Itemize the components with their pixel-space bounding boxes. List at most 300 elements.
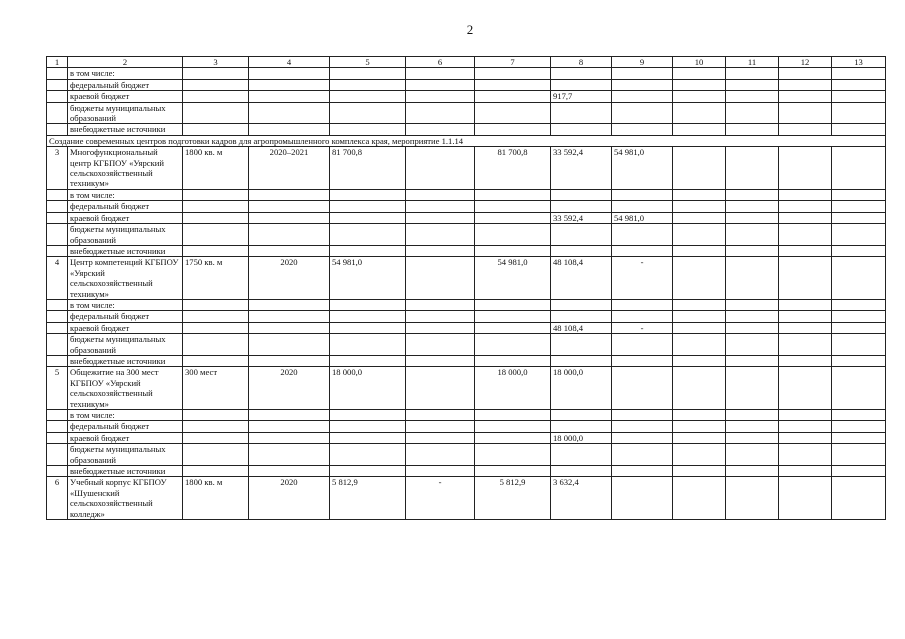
col10-cell — [673, 410, 726, 421]
col12-cell — [779, 311, 832, 322]
cost-cell — [330, 189, 406, 200]
col9-cell — [612, 355, 673, 366]
col10-cell — [673, 79, 726, 90]
table-row — [47, 224, 886, 246]
budget-table — [46, 56, 886, 520]
source-label: бюджеты муниципальных образований — [68, 224, 183, 246]
capacity-cell — [183, 355, 249, 366]
source-label: в том числе: — [68, 410, 183, 421]
period-cell — [249, 68, 330, 79]
col10-cell — [673, 466, 726, 477]
col8-cell — [551, 466, 612, 477]
col9-cell — [612, 410, 673, 421]
col12-cell — [779, 477, 832, 520]
col6-cell — [406, 322, 475, 333]
row-number — [47, 421, 68, 432]
col10-cell — [673, 322, 726, 333]
col6-cell: - — [406, 477, 475, 520]
col9-cell — [612, 444, 673, 466]
col10-cell — [673, 102, 726, 124]
col8-cell: 18 000,0 — [551, 432, 612, 443]
col6-cell — [406, 421, 475, 432]
period-cell — [249, 311, 330, 322]
col12-cell — [779, 410, 832, 421]
col10-cell — [673, 477, 726, 520]
row-number — [47, 466, 68, 477]
header-cell: 11 — [726, 57, 779, 68]
col10-cell — [673, 147, 726, 190]
col10-cell — [673, 124, 726, 135]
col9-cell — [612, 91, 673, 102]
table-row — [47, 355, 886, 366]
table-row — [47, 189, 886, 200]
capacity-cell — [183, 432, 249, 443]
col9-cell — [612, 334, 673, 356]
cost-cell — [330, 124, 406, 135]
source-label: бюджеты муниципальных образований — [68, 444, 183, 466]
period-cell — [249, 124, 330, 135]
col6-cell — [406, 201, 475, 212]
col11-cell — [726, 245, 779, 256]
header-cell: 7 — [475, 57, 551, 68]
col11-cell — [726, 367, 779, 410]
capacity-cell: 1750 кв. м — [183, 257, 249, 300]
col8-cell: 3 632,4 — [551, 477, 612, 520]
col6-cell — [406, 124, 475, 135]
item-name: Учебный корпус КГБПОУ «Шушенский сельскохозяйственный колледж» — [68, 477, 183, 520]
capacity-cell — [183, 212, 249, 223]
col9-cell — [612, 68, 673, 79]
col11-cell — [726, 224, 779, 246]
period-cell: 2020 — [249, 257, 330, 300]
header-cell: 3 — [183, 57, 249, 68]
cost-cell: 5 812,9 — [330, 477, 406, 520]
source-label: внебюджетные источники — [68, 245, 183, 256]
col10-cell — [673, 201, 726, 212]
cost-cell — [330, 432, 406, 443]
source-label: внебюджетные источники — [68, 466, 183, 477]
col9-cell — [612, 245, 673, 256]
col13-cell — [832, 466, 886, 477]
col6-cell — [406, 245, 475, 256]
col8-cell — [551, 201, 612, 212]
source-label: федеральный бюджет — [68, 201, 183, 212]
col12-cell — [779, 355, 832, 366]
col6-cell — [406, 102, 475, 124]
col10-cell — [673, 432, 726, 443]
capacity-cell: 300 мест — [183, 367, 249, 410]
col12-cell — [779, 124, 832, 135]
col11-cell — [726, 68, 779, 79]
col11-cell — [726, 79, 779, 90]
source-label: краевой бюджет — [68, 322, 183, 333]
capacity-cell — [183, 79, 249, 90]
period-cell — [249, 410, 330, 421]
source-label: в том числе: — [68, 68, 183, 79]
col8-cell — [551, 421, 612, 432]
col13-cell — [832, 334, 886, 356]
item-name: Центр компетенций КГБПОУ «Уярский сельскохозяйственный техникум» — [68, 257, 183, 300]
period-cell: 2020–2021 — [249, 147, 330, 190]
col13-cell — [832, 68, 886, 79]
row-number — [47, 102, 68, 124]
col7-cell: 81 700,8 — [475, 147, 551, 190]
header-row — [47, 57, 886, 68]
period-cell: 2020 — [249, 477, 330, 520]
col7-cell — [475, 466, 551, 477]
col12-cell — [779, 432, 832, 443]
capacity-cell — [183, 102, 249, 124]
table-row — [47, 432, 886, 443]
row-number — [47, 124, 68, 135]
col6-cell — [406, 257, 475, 300]
col10-cell — [673, 444, 726, 466]
table-row — [47, 201, 886, 212]
capacity-cell — [183, 124, 249, 135]
col6-cell — [406, 189, 475, 200]
col9-cell — [612, 477, 673, 520]
col13-cell — [832, 410, 886, 421]
row-number: 3 — [47, 147, 68, 190]
cost-cell — [330, 201, 406, 212]
row-number — [47, 91, 68, 102]
col11-cell — [726, 355, 779, 366]
source-label: в том числе: — [68, 299, 183, 310]
col6-cell — [406, 79, 475, 90]
col7-cell — [475, 322, 551, 333]
col6-cell — [406, 212, 475, 223]
header-cell: 10 — [673, 57, 726, 68]
col11-cell — [726, 444, 779, 466]
cost-cell: 54 981,0 — [330, 257, 406, 300]
period-cell — [249, 245, 330, 256]
col12-cell — [779, 224, 832, 246]
row-number — [47, 311, 68, 322]
col12-cell — [779, 245, 832, 256]
row-number — [47, 68, 68, 79]
capacity-cell — [183, 68, 249, 79]
source-label: в том числе: — [68, 189, 183, 200]
col6-cell — [406, 355, 475, 366]
cost-cell — [330, 68, 406, 79]
col13-cell — [832, 355, 886, 366]
table-row — [47, 466, 886, 477]
capacity-cell — [183, 299, 249, 310]
capacity-cell — [183, 322, 249, 333]
cost-cell — [330, 322, 406, 333]
col7-cell — [475, 421, 551, 432]
col7-cell — [475, 124, 551, 135]
col8-cell: 48 108,4 — [551, 257, 612, 300]
capacity-cell — [183, 189, 249, 200]
col11-cell — [726, 299, 779, 310]
col10-cell — [673, 257, 726, 300]
col6-cell — [406, 410, 475, 421]
col7-cell — [475, 334, 551, 356]
capacity-cell: 1800 кв. м — [183, 477, 249, 520]
col6-cell — [406, 68, 475, 79]
col13-cell — [832, 147, 886, 190]
col7-cell — [475, 212, 551, 223]
col7-cell: 5 812,9 — [475, 477, 551, 520]
col13-cell — [832, 257, 886, 300]
item-row — [47, 367, 886, 410]
col11-cell — [726, 257, 779, 300]
period-cell — [249, 334, 330, 356]
col8-cell: 33 592,4 — [551, 212, 612, 223]
col11-cell — [726, 212, 779, 223]
col12-cell — [779, 466, 832, 477]
col9-cell — [612, 189, 673, 200]
col7-cell — [475, 201, 551, 212]
source-label: внебюджетные источники — [68, 124, 183, 135]
col12-cell — [779, 367, 832, 410]
col7-cell — [475, 432, 551, 443]
header-cell: 12 — [779, 57, 832, 68]
row-number — [47, 432, 68, 443]
col10-cell — [673, 68, 726, 79]
table-row — [47, 124, 886, 135]
item-name: Общежитие на 300 мест КГБПОУ «Уярский сельскохозяйственный техникум» — [68, 367, 183, 410]
col7-cell — [475, 79, 551, 90]
col11-cell — [726, 147, 779, 190]
col11-cell — [726, 189, 779, 200]
item-row — [47, 477, 886, 520]
capacity-cell — [183, 444, 249, 466]
col8-cell — [551, 444, 612, 466]
page-number: 2 — [466, 22, 474, 37]
col11-cell — [726, 201, 779, 212]
col8-cell — [551, 79, 612, 90]
period-cell — [249, 421, 330, 432]
col13-cell — [832, 299, 886, 310]
col7-cell — [475, 311, 551, 322]
col13-cell — [832, 124, 886, 135]
col8-cell — [551, 68, 612, 79]
cost-cell — [330, 91, 406, 102]
col8-cell: 18 000,0 — [551, 367, 612, 410]
col8-cell — [551, 102, 612, 124]
col13-cell — [832, 245, 886, 256]
header-cell: 6 — [406, 57, 475, 68]
col12-cell — [779, 189, 832, 200]
cost-cell — [330, 334, 406, 356]
capacity-cell: 1800 кв. м — [183, 147, 249, 190]
col11-cell — [726, 477, 779, 520]
table-row — [47, 311, 886, 322]
col6-cell — [406, 224, 475, 246]
row-number — [47, 322, 68, 333]
row-number — [47, 212, 68, 223]
col7-cell — [475, 91, 551, 102]
period-cell — [249, 212, 330, 223]
cost-cell: 18 000,0 — [330, 367, 406, 410]
col11-cell — [726, 432, 779, 443]
col10-cell — [673, 367, 726, 410]
col6-cell — [406, 147, 475, 190]
item-name: Многофункциональный центр КГБПОУ «Уярский сельскохозяйственный техникум» — [68, 147, 183, 190]
period-cell — [249, 189, 330, 200]
capacity-cell — [183, 421, 249, 432]
col11-cell — [726, 334, 779, 356]
col10-cell — [673, 245, 726, 256]
period-cell: 2020 — [249, 367, 330, 410]
row-number — [47, 334, 68, 356]
capacity-cell — [183, 224, 249, 246]
period-cell — [249, 355, 330, 366]
col12-cell — [779, 257, 832, 300]
capacity-cell — [183, 245, 249, 256]
col8-cell — [551, 355, 612, 366]
source-label: краевой бюджет — [68, 212, 183, 223]
section-title: Создание современных центров подготовки кадров для агропромышленного комплекса края, мероприятие 1.1.14 — [47, 135, 886, 146]
row-number — [47, 299, 68, 310]
col13-cell — [832, 432, 886, 443]
col7-cell — [475, 224, 551, 246]
col10-cell — [673, 355, 726, 366]
col13-cell — [832, 421, 886, 432]
cost-cell — [330, 299, 406, 310]
col13-cell — [832, 444, 886, 466]
row-number — [47, 245, 68, 256]
col9-cell — [612, 124, 673, 135]
header-cell: 1 — [47, 57, 68, 68]
col8-cell — [551, 189, 612, 200]
row-number — [47, 201, 68, 212]
col13-cell — [832, 322, 886, 333]
header-cell: 4 — [249, 57, 330, 68]
col7-cell — [475, 444, 551, 466]
capacity-cell — [183, 311, 249, 322]
col13-cell — [832, 91, 886, 102]
col10-cell — [673, 299, 726, 310]
header-cell: 5 — [330, 57, 406, 68]
col11-cell — [726, 311, 779, 322]
period-cell — [249, 91, 330, 102]
table-row — [47, 79, 886, 90]
period-cell — [249, 224, 330, 246]
col7-cell — [475, 410, 551, 421]
col6-cell — [406, 311, 475, 322]
period-cell — [249, 466, 330, 477]
col10-cell — [673, 311, 726, 322]
col7-cell — [475, 245, 551, 256]
col8-cell — [551, 311, 612, 322]
row-number — [47, 79, 68, 90]
cost-cell — [330, 102, 406, 124]
col12-cell — [779, 102, 832, 124]
table-row — [47, 68, 886, 79]
col7-cell — [475, 189, 551, 200]
cost-cell — [330, 444, 406, 466]
period-cell — [249, 201, 330, 212]
col13-cell — [832, 367, 886, 410]
col13-cell — [832, 224, 886, 246]
col10-cell — [673, 212, 726, 223]
table-row — [47, 91, 886, 102]
row-number — [47, 444, 68, 466]
table-row — [47, 334, 886, 356]
cost-cell — [330, 224, 406, 246]
cost-cell — [330, 355, 406, 366]
table-row — [47, 245, 886, 256]
col7-cell: 18 000,0 — [475, 367, 551, 410]
col8-cell — [551, 299, 612, 310]
col6-cell — [406, 299, 475, 310]
item-row — [47, 147, 886, 190]
col13-cell — [832, 102, 886, 124]
row-number — [47, 224, 68, 246]
col11-cell — [726, 410, 779, 421]
col8-cell — [551, 224, 612, 246]
col13-cell — [832, 311, 886, 322]
period-cell — [249, 299, 330, 310]
cost-cell: 81 700,8 — [330, 147, 406, 190]
capacity-cell — [183, 91, 249, 102]
col8-cell — [551, 334, 612, 356]
col6-cell — [406, 334, 475, 356]
col6-cell — [406, 91, 475, 102]
table-row — [47, 444, 886, 466]
period-cell — [249, 102, 330, 124]
col7-cell — [475, 102, 551, 124]
cost-cell — [330, 466, 406, 477]
table-row — [47, 322, 886, 333]
col9-cell — [612, 367, 673, 410]
header-cell: 2 — [68, 57, 183, 68]
period-cell — [249, 444, 330, 466]
period-cell — [249, 432, 330, 443]
row-number — [47, 355, 68, 366]
item-row — [47, 257, 886, 300]
col12-cell — [779, 201, 832, 212]
col13-cell — [832, 189, 886, 200]
col12-cell — [779, 212, 832, 223]
col7-cell — [475, 355, 551, 366]
col7-cell — [475, 299, 551, 310]
row-number — [47, 189, 68, 200]
col9-cell: 54 981,0 — [612, 212, 673, 223]
col10-cell — [673, 421, 726, 432]
col11-cell — [726, 421, 779, 432]
row-number: 6 — [47, 477, 68, 520]
col9-cell — [612, 311, 673, 322]
table-row — [47, 102, 886, 124]
source-label: краевой бюджет — [68, 432, 183, 443]
capacity-cell — [183, 334, 249, 356]
source-label: федеральный бюджет — [68, 311, 183, 322]
col6-cell — [406, 432, 475, 443]
cost-cell — [330, 311, 406, 322]
col7-cell — [475, 68, 551, 79]
col12-cell — [779, 79, 832, 90]
col9-cell — [612, 421, 673, 432]
col11-cell — [726, 322, 779, 333]
row-number: 5 — [47, 367, 68, 410]
table-row — [47, 299, 886, 310]
source-label: бюджеты муниципальных образований — [68, 334, 183, 356]
table-row — [47, 212, 886, 223]
col9-cell — [612, 432, 673, 443]
col7-cell: 54 981,0 — [475, 257, 551, 300]
col10-cell — [673, 189, 726, 200]
col12-cell — [779, 421, 832, 432]
row-number: 4 — [47, 257, 68, 300]
source-label: внебюджетные источники — [68, 355, 183, 366]
col12-cell — [779, 322, 832, 333]
col12-cell — [779, 147, 832, 190]
col12-cell — [779, 68, 832, 79]
